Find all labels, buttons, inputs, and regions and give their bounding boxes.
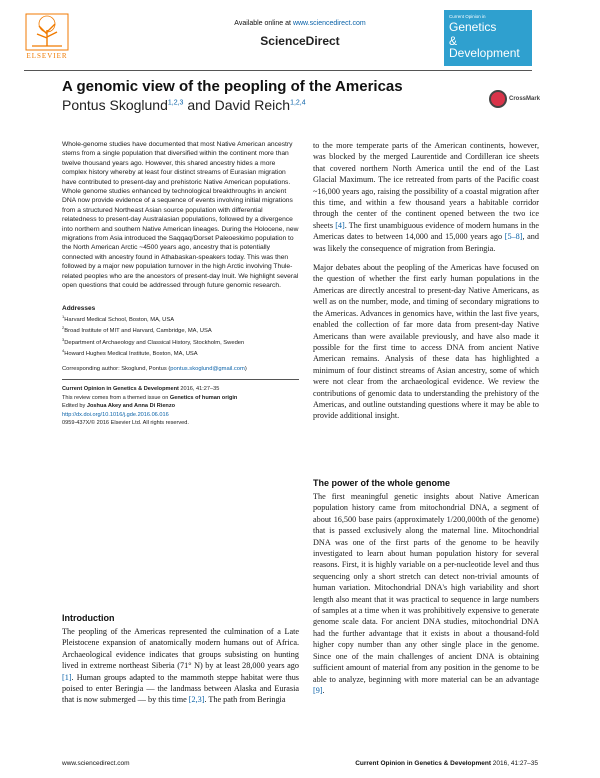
- header-divider: [24, 70, 532, 71]
- address-item: $^2$Broad Institute of MIT and Harvard, Cambridge, MA, USA: [62, 325, 212, 335]
- body-paragraph: The first meaningful genetic insights about Native American population history came from mitochondrial DNA, a segment of about 16,500 base pairs (approximately 1/200,000th of the genome) that is passed exclusively along the maternal line. Mitochondrial DNA was one of the first parts of the genome to be heavily investigated to learn about human population history for several reasons. First, it is highly variable on a per-nucleotide level and thus sequencing only a short stretch can detect non-trivial amounts of human variation. Mitochondrial DNA's high variability and short length also meant that it was practical to sequence in large numbers of samples at a time when it was prohibitively expensive to generate genome scale data. For ancient DNA studies, mitochondrial DNA had the further advantage that it exists in about a thousand-fold higher copy number than any other single place in the genome. Since one of the main challenges of ancient DNA is obtaining sufficient amount of material from any position in the genome to be able to analyze, beginning with more material can be an advantage [9].: [313, 492, 539, 695]
- intro-paragraph: The peopling of the Americas represented the culmination of a Late Pleistocene expansion of anatomically modern humans out of Africa. Archaeological evidence indicates that groups subsisting on hunting lived in extreme northeast Siberia (71° N) by at least 28,000 years ago [1]. Human groups adapted to the mammoth steppe habitat were thus poised to enter Beringia — the landmass between Alaska and Eurasia that is now submerged — by this time [2,3]. The path from Beringia: [62, 627, 299, 705]
- authors: Pontus Skoglund$^{1,2,3}$ and David Reich$^{1,2,4}$: [62, 97, 306, 113]
- citation-link[interactable]: [4]: [335, 220, 345, 230]
- address-item: $^4$Howard Hughes Medical Institute, Boston, MA, USA: [62, 348, 198, 358]
- journal-citation: Current Opinion in Genetics & Development 2016, 41:27–35: [62, 386, 220, 393]
- author-name: Pontus Skoglund: [62, 97, 168, 113]
- right-column: [313, 140, 539, 422]
- author-name: David Reich: [214, 97, 291, 113]
- article-title: A genomic view of the peopling of the Americas: [62, 78, 403, 95]
- crossmark-button[interactable]: [489, 90, 541, 110]
- journal-badge-line1: Genetics: [449, 20, 497, 34]
- sciencedirect-link[interactable]: www.sciencedirect.com: [292, 20, 366, 27]
- abstract: Whole-genome studies have documented that most Native American ancestry stems from a single population that diversified within the continent more than twelve thousand years ago. However, this shared ancestry hides a more complex history whereby at least four distinct streams of Eurasian migration have contributed to present-day and prehistoric Native American populations. Whole genome studies enhanced by technological breakthroughs in ancient DNA now provide evidence of a sequence of events involving initial migrations from a structured Northeast Asian source population with differential relatedness to present-day Australasian populations, followed by a divergence into northern and southern Native American lineages. During the Holocene, new migrations from Asia introduced the Saqqaq/Dorset Paleoeskimo population to the North American Arctic ~4500 years ago, ancestry that is potentially connected with ancestry found in Athabaskan-speakers today. This was then followed by a major new population turnover in the high Arctic involving Thule-related peoples who are the ancestors of present-day Inuit. We highlight several open questions that could be addressed through future genomic research.: [62, 141, 299, 290]
- left-column: [62, 140, 299, 428]
- platform-name: ScienceDirect: [260, 34, 340, 48]
- available-online: Available online at www.sciencedirect.com: [234, 20, 366, 27]
- footer-url[interactable]: www.sciencedirect.com: [62, 760, 130, 767]
- citation-link[interactable]: [9]: [313, 685, 323, 695]
- journal-badge-small: Current Opinion in: [449, 14, 486, 19]
- publisher-name: ELSEVIER: [26, 52, 68, 60]
- address-item: $^1$Harvard Medical School, Boston, MA, USA: [62, 313, 175, 323]
- journal-badge-line2: & Development: [449, 34, 520, 60]
- journal-badge: [444, 10, 532, 66]
- author-email-link[interactable]: pontus.skoglund@gmail.com: [170, 365, 245, 372]
- footer-citation: Current Opinion in Genetics & Development 2016, 41:27–35: [355, 760, 538, 767]
- author-affiliation[interactable]: 1,2,4: [290, 99, 306, 107]
- author-affiliation[interactable]: 1,2,3: [167, 99, 184, 107]
- corresponding-author: Corresponding author: Skoglund, Pontus (pontus.skoglund@gmail.com): [62, 365, 247, 372]
- citation-link[interactable]: [1]: [62, 672, 72, 682]
- section-heading: The power of the whole genome: [313, 478, 451, 488]
- body-paragraph: to the more temperate parts of the American continents, however, was blocked by the merged Laurentide and Cordilleran ice sheets that covered northern North America until the end of the Last Glacial Maximum. The ice retreated from parts of the Pacific coast ~16,000 years ago, raising the possibility of a coastal migration after this time, and within a few thousand years a habitable corridor through the center of the continent opened between the two ice sheets [4]. The first unambiguous evidence of modern humans in the Americas dates to between 14,000 and 15,000 years ago [5–8], and was likely the consequence of migration from Beringia.: [313, 141, 539, 253]
- intro-heading: Introduction: [62, 613, 115, 623]
- address-item: $^3$Department of Archaeology and Classical History, Stockholm, Sweden: [62, 336, 245, 346]
- crossmark-icon: [489, 90, 507, 108]
- body-paragraph: Major debates about the peopling of the Americas have focused on the question of whether the first early human populations in the Americas are directly ancestral to present-day Native Americans, as well as on the number, mode, and timing of secondary migrations to the Americas. Advances in genomics have, within the last five years, enabled the collection of far more data from present-day Native Americans than were available previously, and have also made it possible for the first time to access DNA from ancient Native American remains. Analysis of these data has highlighted a minimum of four distinct streams of Asian ancestry, some of which were not clear from the archaeological evidence. We review the contributions of genomic data to understanding the prehistory of the Americas, and outline outstanding questions where it may be able to provide additional insight.: [313, 263, 539, 421]
- addresses-heading: Addresses: [62, 304, 96, 312]
- crossmark-label: CrossMark: [509, 96, 541, 102]
- citation-link[interactable]: [5–8]: [504, 232, 523, 242]
- editors: Edited by Joshua Akey and Anna Di Rienzo: [62, 403, 176, 410]
- copyright: 0959-437X/© 2016 Elsevier Ltd. All rights reserved.: [62, 420, 189, 427]
- citation-link[interactable]: [2,3]: [188, 695, 205, 705]
- article-info-box: [62, 380, 299, 428]
- doi-link[interactable]: http://dx.doi.org/10.1016/j.gde.2016.06.016: [62, 411, 169, 418]
- themed-issue: This review comes from a themed issue on Genetics of human origin: [62, 394, 238, 401]
